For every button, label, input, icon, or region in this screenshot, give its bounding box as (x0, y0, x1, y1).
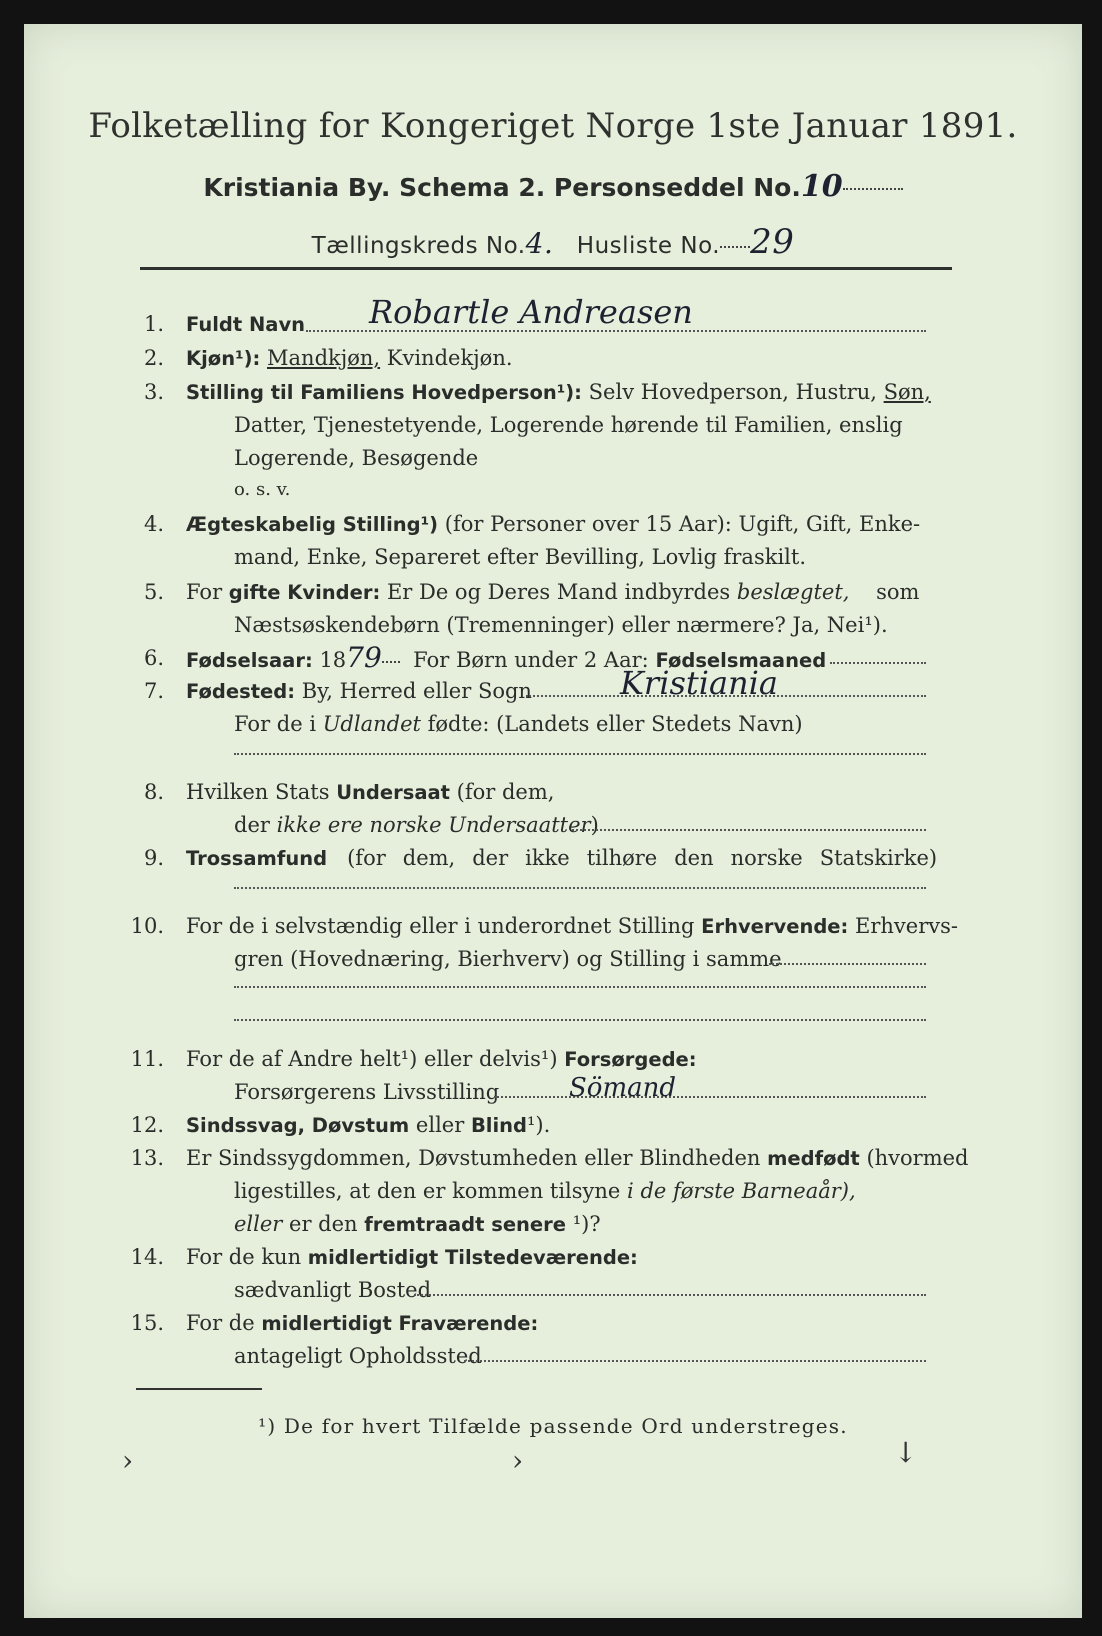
personseddel-number: 10 (800, 169, 843, 204)
field-label: Fødselsmaaned (655, 649, 827, 672)
item-number: 2. (143, 346, 164, 370)
field-text: ¹). (527, 1113, 551, 1137)
footnote: ¹) De for hvert Tilfælde passende Ord understreges. (258, 1414, 848, 1438)
field-text: For de (186, 1311, 255, 1335)
field-options: (for Personer over 15 Aar): Ugift, Gift, Enke- (444, 512, 921, 536)
item-number: 6. (143, 646, 164, 670)
field-text: 18 (319, 648, 347, 672)
husliste-number: 29 (750, 222, 795, 262)
field-label: fremtraadt senere (364, 1213, 567, 1236)
field-text: (hvormed (866, 1146, 969, 1170)
field-text: ikke ere norske Undersaatter (276, 813, 591, 837)
field-text: For de i selvstændig eller i underordnet Stilling (186, 914, 695, 938)
tellingskreds-label: Tællingskreds No. (311, 233, 526, 259)
answer-full-name: Robartle Andreasen (369, 293, 693, 331)
field-text: beslægtet, (736, 580, 850, 604)
field-label: Blind (470, 1114, 528, 1137)
form-title: Folketælling for Kongeriget Norge 1ste Januar 1891. (88, 106, 1018, 146)
field-text: For de i (234, 712, 317, 736)
field-label: Stilling til Familiens Hovedperson¹): (186, 381, 582, 404)
item-number: 7. (143, 679, 164, 703)
option-mandkjon-underlined: Mandkjøn, (267, 346, 381, 370)
answer-line (572, 829, 926, 831)
field-label: Forsørgede: (564, 1048, 697, 1071)
field-text: Hvilken Stats (186, 780, 330, 804)
field-text: For de af Andre helt¹) eller delvis¹) (186, 1047, 558, 1071)
tellingskreds-number: 4. (525, 227, 554, 260)
husliste-label: Husliste No. (576, 233, 721, 259)
pencil-mark-icon: › (512, 1444, 524, 1477)
field-label: Sindssvag, Døvstum (186, 1114, 410, 1137)
header-rule (140, 267, 952, 270)
field-text: eller (234, 1212, 283, 1236)
item-number: 15. (130, 1311, 164, 1335)
field-options: Logerende, Besøgende (234, 446, 479, 470)
field-label: Fuldt Navn (186, 313, 306, 336)
answer-line (234, 986, 926, 988)
field-label: Fødselsaar: (186, 649, 313, 672)
census-form-page: Folketælling for Kongeriget Norge 1ste Januar 1891. Kristiania By. Schema 2. Personseddel No.10 Tællingskreds No.4. Husliste No. 29 1. Fuldt Navn Robartle Andreasen 2. Kjøn¹): Mandkjøn, Kvindekjøn. 3. Stilling til Familiens Hovedperson¹): Selv Hovedperson, Hustru, Søn, Datter, Tjenestetyende, Logerende hørende til Familien, enslig Logerende, Besøgende o. s. v. 4. Ægteskabelig Stilling¹) (for Personer over 15 Aar): Ugift, Gift, Enke- mand, Enke, Separeret efter Bevilling, Lovlig fraskilt. 5. For gifte Kvinder: Er De og Deres Mand indbyrdes beslægtet, som Næstsøskendebørn (Tremenninger) eller nærmere? Ja, Nei¹). 6. Fødselsaar: 1879 For Børn under 2 Aar: Fødselsmaaned 7. Fødested: By, Herred eller Sogn Kristiania For de i Udlandet fødte: (Landets eller Stedets Navn) 8. Hvilken Stats Undersaat (for dem, der ikke ere norske Undersaatter) 9. Trossamfund (for dem, der ikke tilhøre den norske Statskirke) 10. For de i selvstændig eller i underordnet Stilling Erhvervende: Erhvervs- gren (Hovednæring, Bierhverv) og Stilling i samme 11. For de af Andre helt¹) eller delvis¹) Forsørgede: Forsørgerens Livsstilling Sömand 12. Sindssvag, Døvstum eller Blind¹). 13. Er Sindssygdommen, Døvstumheden eller Blindheden medfødt (hvormed ligestilles, at den er kommen tilsyne i de første Barneaår), eller er den fremtraadt senere ¹)? 14. For de kun midlertidigt Tilstedeværende: sædvanligt Bosted 15. For de midlertidigt Fraværende: antageligt Opholdssted ¹) De for hvert Tilfælde passende Ord understreges. › › ↓ (24, 24, 1082, 1618)
field-text: antageligt Opholdssted (234, 1344, 482, 1368)
field-text: er den (289, 1212, 358, 1236)
field-text: eller (415, 1113, 465, 1137)
answer-line (769, 963, 926, 965)
field-text: der (234, 813, 270, 837)
item-number: 3. (143, 380, 164, 404)
dotted-leader (720, 246, 750, 248)
field-text: ¹)? (572, 1212, 601, 1236)
field-label: midlertidigt Tilstedeværende: (307, 1246, 638, 1269)
field-text: ligestilles, at den er kommen tilsyne (234, 1179, 621, 1203)
footnote-rule (136, 1388, 262, 1390)
item-number: 5. (143, 580, 164, 604)
dotted-leader (382, 661, 400, 663)
field-options: Datter, Tjenestetyende, Logerende hørende til Familien, enslig (234, 413, 903, 437)
field-options: mand, Enke, Separeret efter Bevilling, Lovlig fraskilt. (234, 545, 807, 569)
answer-birth-year: 79 (346, 641, 382, 674)
item-number: 9. (143, 846, 164, 870)
field-label: Trossamfund (186, 847, 328, 870)
option-kvindekjon: Kvindekjøn. (386, 346, 513, 370)
answer-line (464, 1360, 926, 1362)
field-label: gifte Kvinder: (228, 581, 381, 604)
schema-line: Kristiania By. Schema 2. Personseddel No. (203, 173, 801, 202)
field-text: For de kun (186, 1245, 302, 1269)
field-text: Udlandet (322, 712, 421, 736)
field-text: Er De og Deres Mand indbyrdes (386, 580, 731, 604)
field-text: Erhvervs- (855, 914, 958, 938)
item-number: 4. (143, 512, 164, 536)
answer-line (494, 1096, 926, 1098)
answer-line (830, 662, 926, 664)
field-text: Forsørgerens Livsstilling (234, 1080, 500, 1104)
field-text: Er Sindssygdommen, Døvstumheden eller Blindheden (186, 1146, 761, 1170)
field-text: (for dem, (456, 780, 555, 804)
field-text: som (876, 580, 920, 604)
field-label: midlertidigt Fraværende: (261, 1312, 539, 1335)
field-label: Kjøn¹): (186, 347, 261, 370)
field-text: sædvanligt Bosted (234, 1278, 432, 1302)
item-number: 12. (130, 1113, 164, 1137)
pencil-mark-icon: ↓ (894, 1436, 918, 1469)
item-number: 8. (143, 780, 164, 804)
field-options: Selv Hovedperson, Hustru, (588, 380, 877, 404)
field-options: Næstsøskendebørn (Tremenninger) eller nærmere? Ja, Nei¹). (234, 613, 888, 637)
answer-line (234, 753, 926, 755)
item-number: 11. (130, 1047, 164, 1071)
item-number: 10. (130, 914, 164, 938)
field-text: For (186, 580, 223, 604)
answer-line (414, 1294, 926, 1296)
field-label: Undersaat (336, 781, 450, 804)
field-label: Fødested: (186, 680, 296, 703)
tellingskreds-line (24, 222, 1082, 262)
option-son-underlined: Søn, (883, 380, 931, 404)
field-text: (for dem, der ikke tilhøre den norske Statskirke) (347, 846, 938, 870)
field-label: medfødt (767, 1147, 860, 1170)
answer-provider-occupation: Sömand (569, 1073, 677, 1103)
field-label: Ægteskabelig Stilling¹) (186, 513, 439, 536)
field-text: For Børn under 2 Aar: (413, 648, 649, 672)
field-options: o. s. v. (234, 479, 291, 500)
answer-line (234, 1019, 926, 1021)
field-text: i de første Barneaår), (627, 1179, 856, 1203)
form-subtitle (24, 169, 1082, 204)
pencil-mark-icon: › (122, 1444, 134, 1477)
field-text: fødte: (Landets eller Stedets Navn) (427, 712, 803, 736)
item-number: 1. (143, 312, 164, 336)
field-text: gren (Hovednæring, Bierhverv) og Stilling i samme (234, 947, 782, 971)
answer-birthplace: Kristiania (620, 664, 778, 702)
field-text: By, Herred eller Sogn (301, 679, 532, 703)
dotted-leader (843, 188, 903, 190)
item-number: 13. (130, 1146, 164, 1170)
field-label: Erhvervende: (701, 915, 849, 938)
item-number: 14. (130, 1245, 164, 1269)
answer-line (234, 887, 926, 889)
